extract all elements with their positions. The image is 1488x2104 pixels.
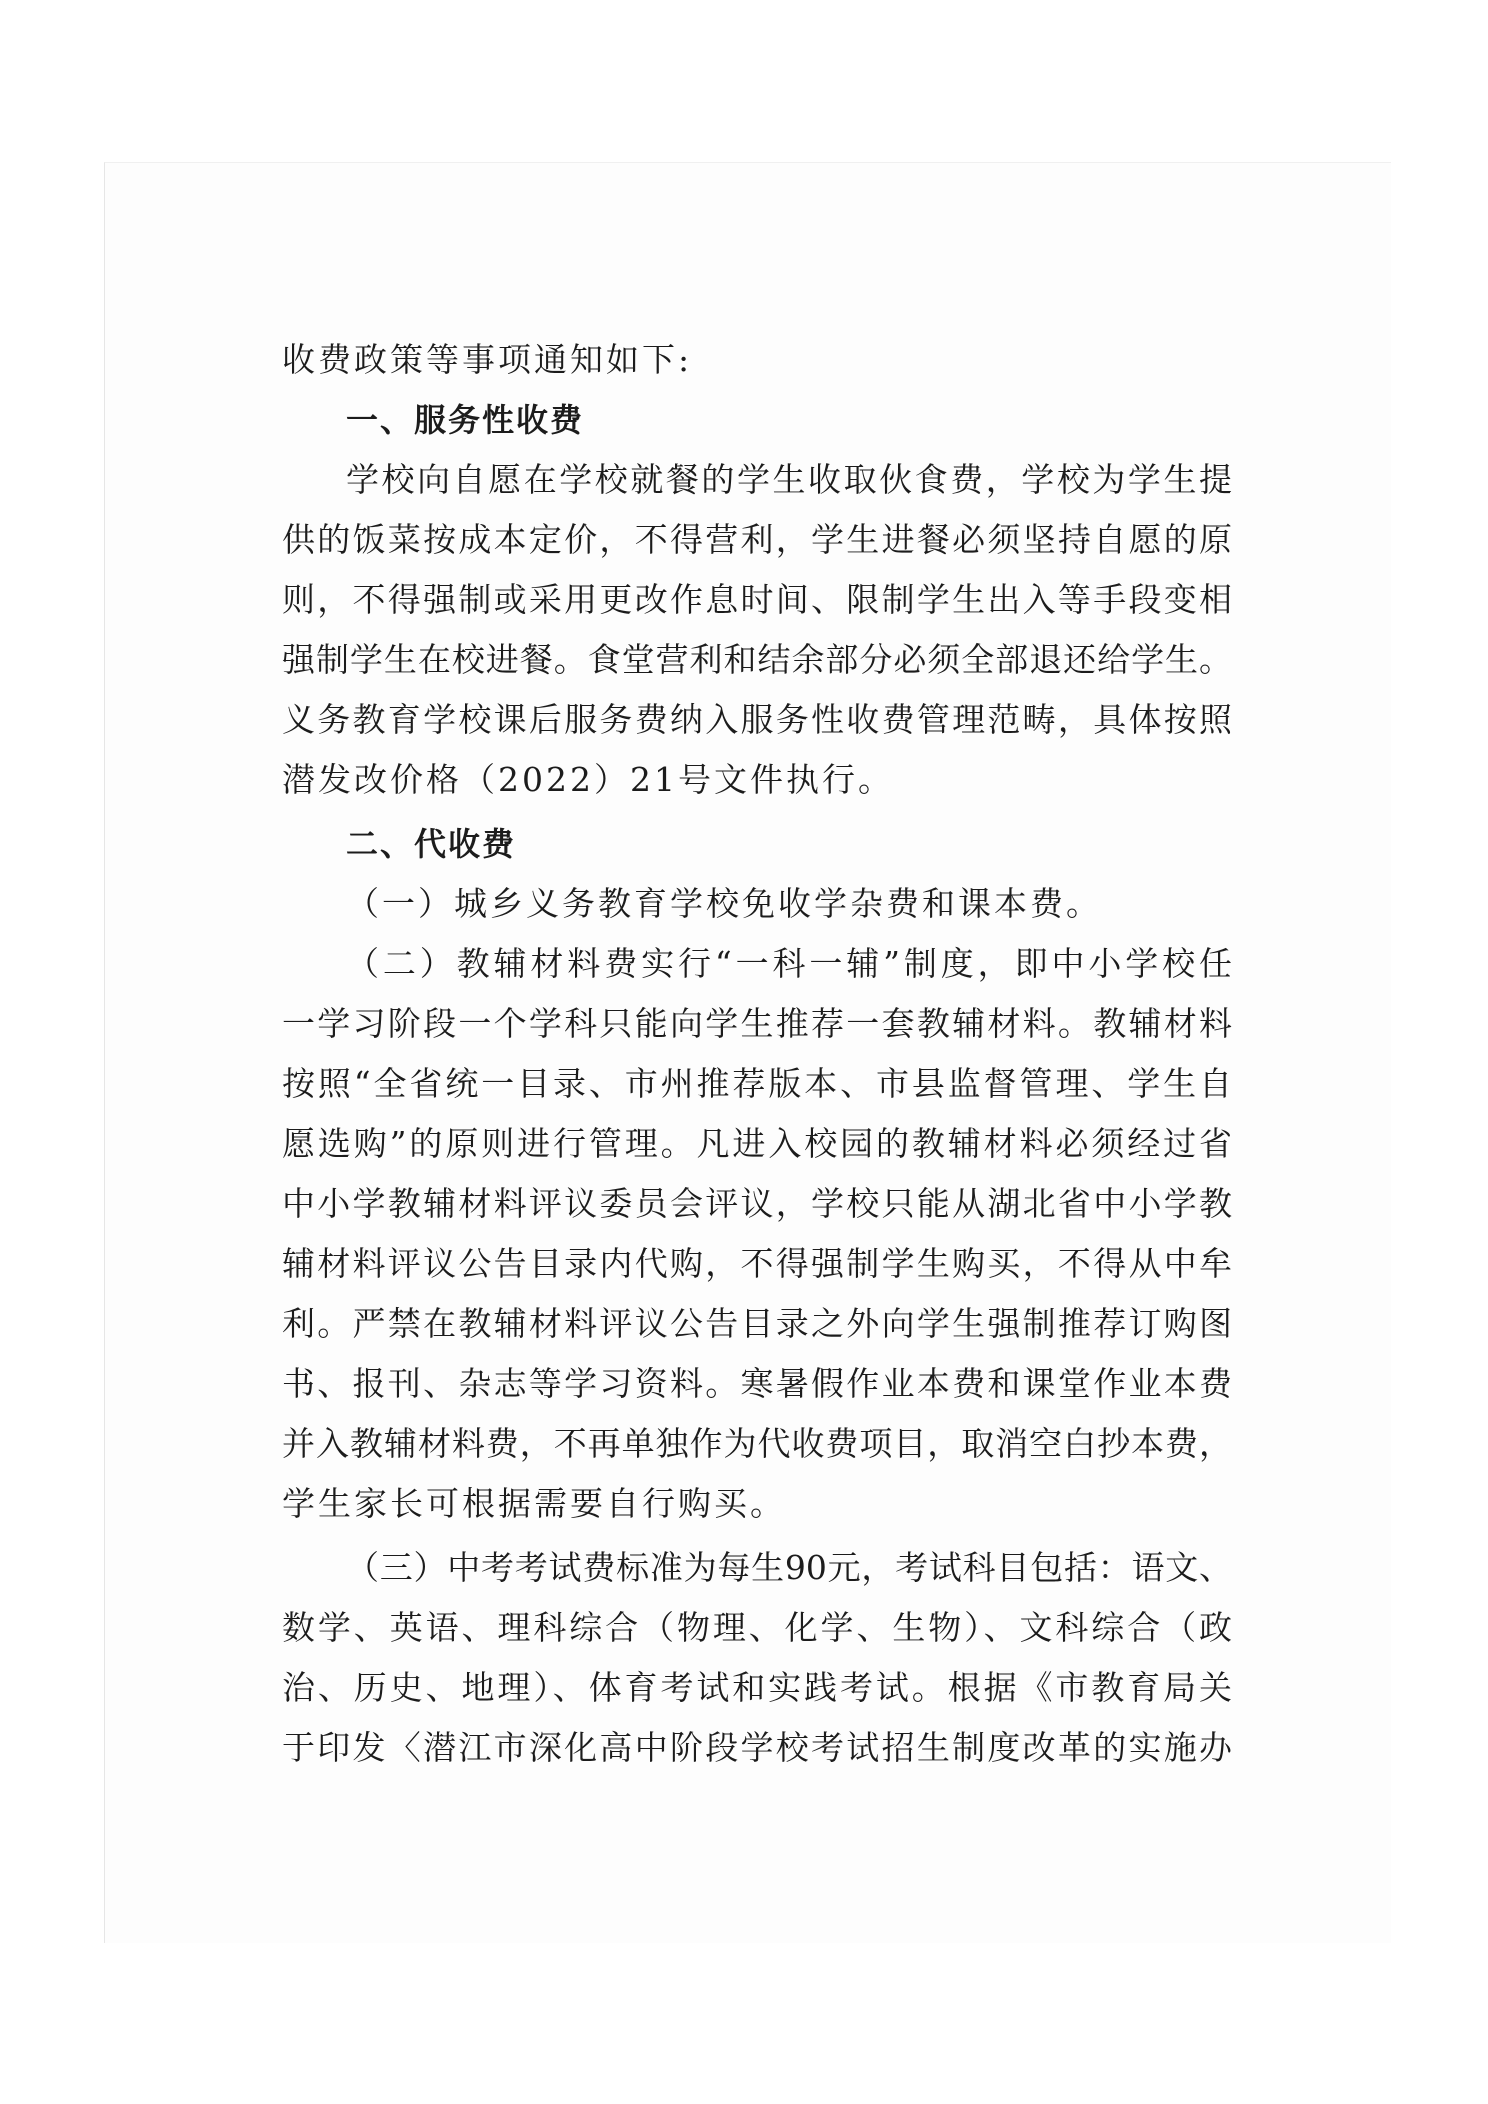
paragraph-line: 学校向自愿在学校就餐的学生收取伙食费，学校为学生提 xyxy=(346,460,1232,499)
paragraph-line: 一学习阶段一个学科只能向学生推荐一套教辅材料。教辅材料 xyxy=(282,1004,1232,1043)
paragraph-line: 利。严禁在教辅材料评议公告目录之外向学生强制推荐订购图 xyxy=(282,1304,1232,1343)
paragraph-line: 愿选购”的原则进行管理。凡进入校园的教辅材料必须经过省 xyxy=(282,1124,1232,1163)
paragraph-line: 数学、英语、理科综合（物理、化学、生物）、文科综合（政 xyxy=(282,1608,1232,1647)
paragraph-line: 学生家长可根据需要自行购买。 xyxy=(282,1484,786,1523)
paragraph-line: 治、历史、地理）、体育考试和实践考试。根据《市教育局关 xyxy=(282,1668,1232,1707)
paragraph-line: （三）中考考试费标准为每生90元，考试科目包括：语文、 xyxy=(346,1548,1232,1587)
paragraph-line: 强制学生在校进餐。食堂营利和结余部分必须全部退还给学生。 xyxy=(282,640,1232,679)
paragraph-line: 于印发〈潜江市深化高中阶段学校考试招生制度改革的实施办 xyxy=(282,1728,1232,1767)
section-heading-service-fees: 一、服务性收费 xyxy=(346,401,585,439)
paragraph-line: （二）教辅材料费实行“一科一辅”制度，即中小学校任 xyxy=(346,944,1232,983)
paragraph-line: 潜发改价格（2022）21号文件执行。 xyxy=(282,760,894,799)
paragraph-line: 中小学教辅材料评议委员会评议，学校只能从湖北省中小学教 xyxy=(282,1184,1232,1223)
paragraph-line: 辅材料评议公告目录内代购，不得强制学生购买，不得从中牟 xyxy=(282,1244,1232,1283)
paragraph-line: 义务教育学校课后服务费纳入服务性收费管理范畴，具体按照 xyxy=(282,700,1232,739)
paragraph-line: 按照“全省统一目录、市州推荐版本、市县监督管理、学生自 xyxy=(282,1064,1232,1103)
paragraph-line: 书、报刊、杂志等学习资料。寒暑假作业本费和课堂作业本费 xyxy=(282,1364,1232,1403)
paragraph-intro-line: 收费政策等事项通知如下: xyxy=(282,340,693,379)
paragraph-line: 则，不得强制或采用更改作息时间、限制学生出入等手段变相 xyxy=(282,580,1232,619)
paragraph-line: （一）城乡义务教育学校免收学杂费和课本费。 xyxy=(346,884,1102,923)
section-heading-collection-fees: 二、代收费 xyxy=(346,825,517,863)
paragraph-line: 并入教辅材料费，不再单独作为代收费项目，取消空白抄本费， xyxy=(282,1424,1232,1463)
paragraph-line: 供的饭菜按成本定价，不得营利，学生进餐必须坚持自愿的原 xyxy=(282,520,1232,559)
